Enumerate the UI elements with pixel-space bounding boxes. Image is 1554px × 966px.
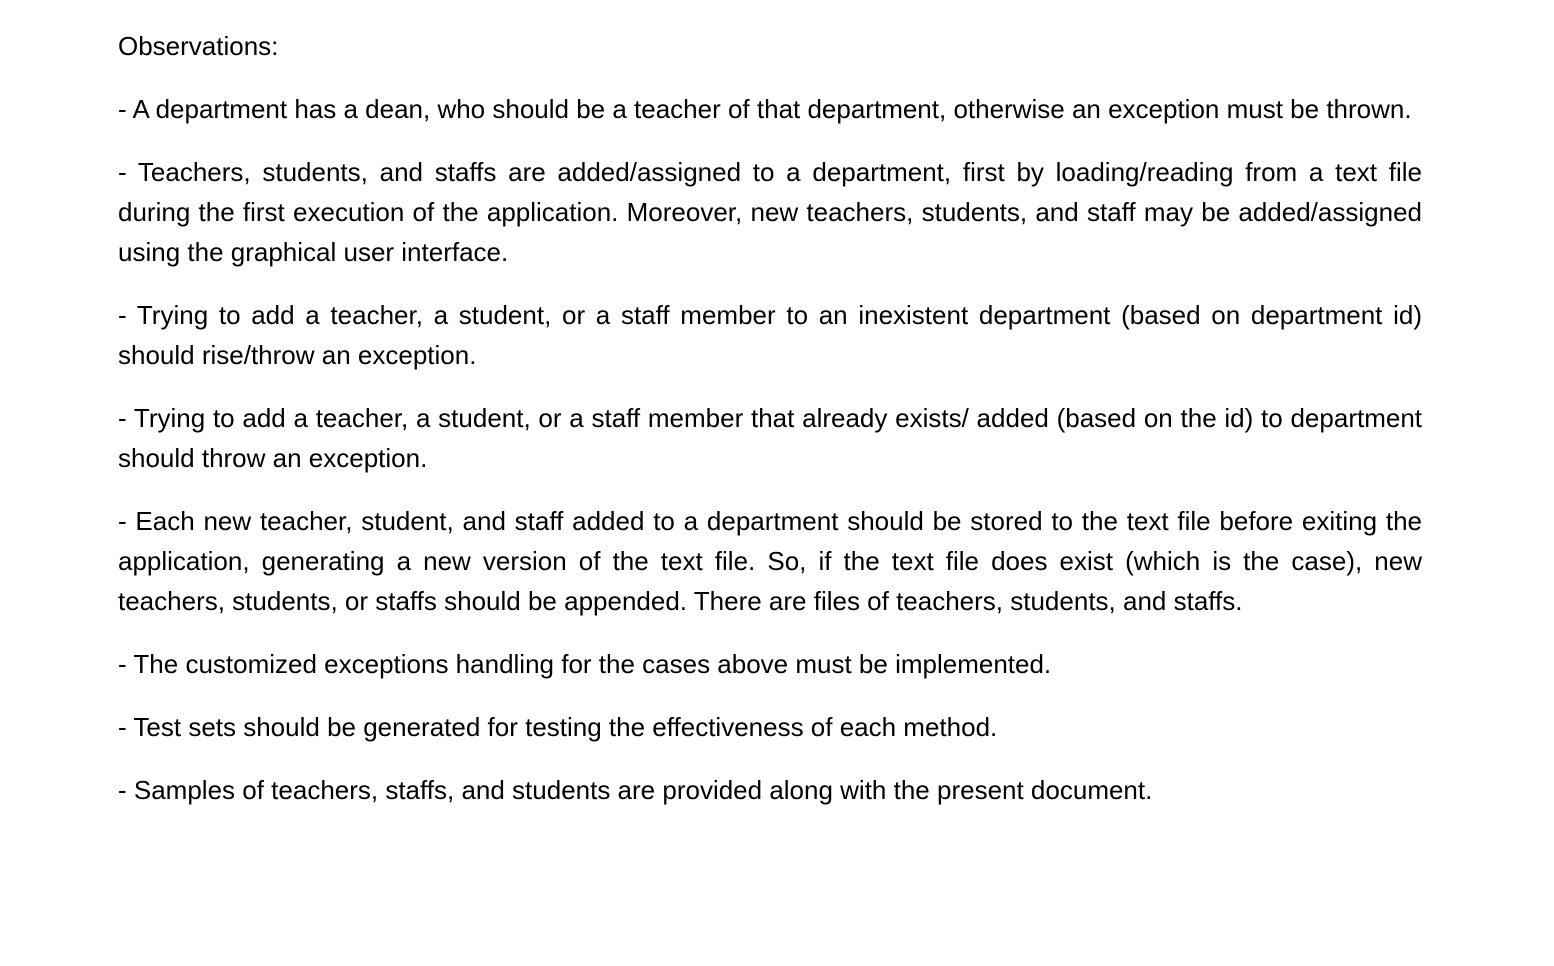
observation-inexistent-department: - Trying to add a teacher, a student, or a staff member to an inexistent department (based on department id) should rise/throw an exception. — [118, 300, 1422, 370]
observation-samples: - Samples of teachers, staffs, and students are provided along with the present document. — [118, 775, 1153, 805]
observation-loading: - Teachers, students, and staffs are added/assigned to a department, first by loading/reading from a text file during the first execution of the application. Moreover, new teachers, students, and staff may be added/assigned using the graphical user interface. — [118, 157, 1422, 267]
document-body — [118, 26, 1422, 833]
observation-duplicate-member: - Trying to add a teacher, a student, or a staff member that already exists/ added (based on the id) to department should throw an exception. — [118, 403, 1422, 473]
observation-exceptions: - The customized exceptions handling for the cases above must be implemented. — [118, 649, 1052, 679]
observation-dean: - A department has a dean, who should be a teacher of that department, otherwise an exception must be thrown. — [118, 94, 1412, 124]
observations-heading: Observations: — [118, 31, 279, 61]
observation-test-sets: - Test sets should be generated for testing the effectiveness of each method. — [118, 712, 998, 742]
observation-storage: - Each new teacher, student, and staff added to a department should be stored to the text file before exiting the application, generating a new version of the text file. So, if the text file does exist (which is the case), new teachers, students, or staffs should be appended. There are files of teachers, students, and staffs. — [118, 506, 1422, 616]
